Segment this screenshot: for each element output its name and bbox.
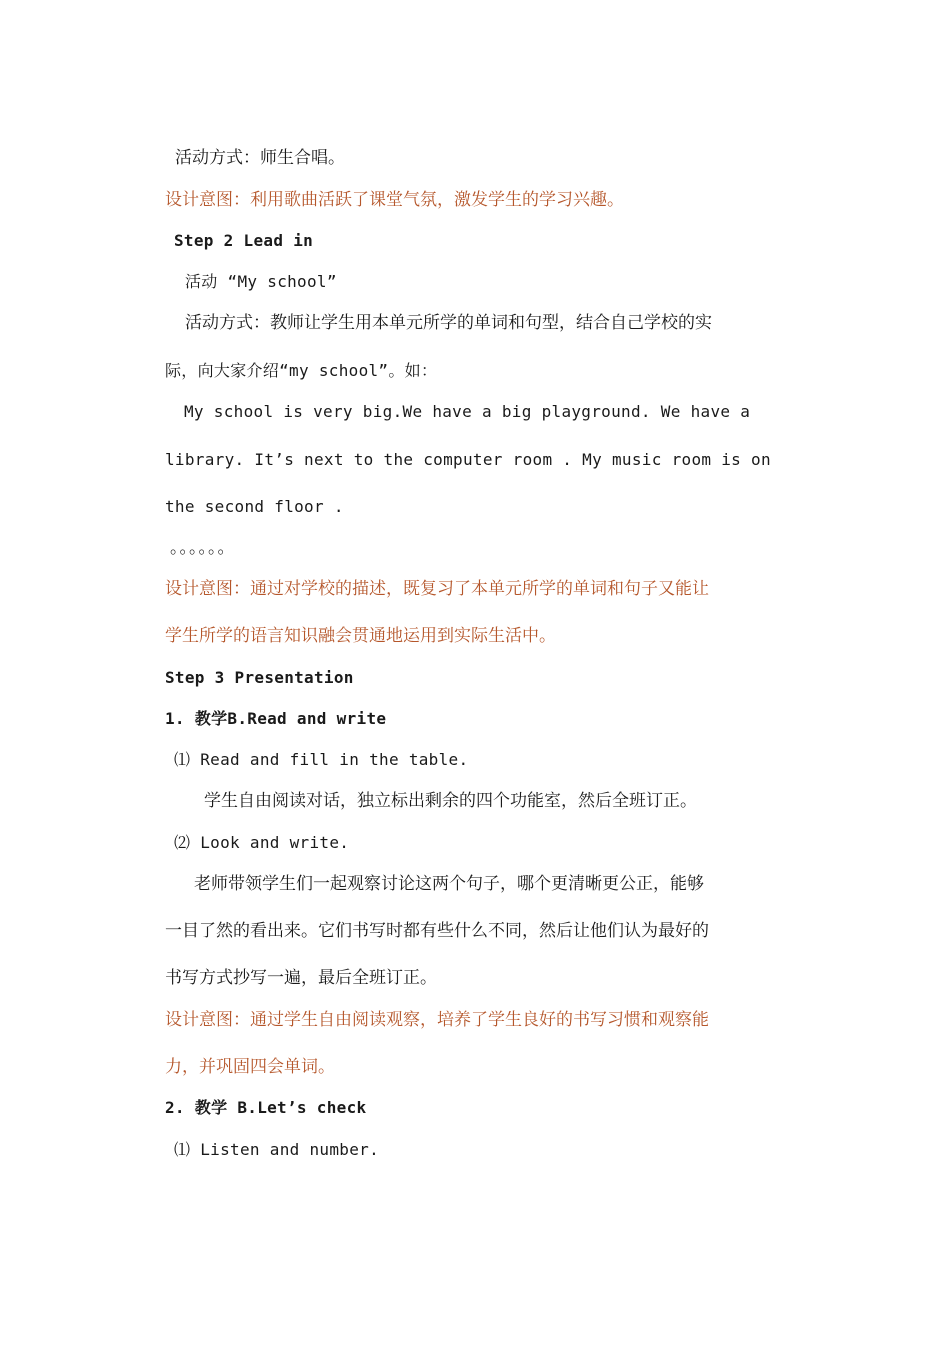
section-heading: 2. 教学 B.Let’s check bbox=[165, 1098, 367, 1117]
activity-method-line: 际，向大家介绍“my school”。如： bbox=[165, 361, 438, 380]
example-text-line: My school is very big.We have a big playground. We have a bbox=[184, 402, 751, 421]
design-intent-line: 设计意图：通过对学校的描述，既复习了本单元所学的单词和句子又能让 bbox=[165, 579, 709, 599]
activity-title-line: 活动 “My school” bbox=[185, 272, 337, 291]
body-text-line: 学生自由阅读对话，独立标出剩余的四个功能室，然后全班订正。 bbox=[204, 791, 697, 811]
sub-item-line: ⑵ Look and write. bbox=[174, 833, 350, 852]
sub-item-line: ⑴ Listen and number. bbox=[174, 1140, 380, 1159]
step-heading: Step 3 Presentation bbox=[165, 668, 354, 687]
body-text-line: 老师带领学生们一起观察讨论这两个句子，哪个更清晰更公正，能够 bbox=[194, 874, 704, 894]
design-intent-line: 设计意图：利用歌曲活跃了课堂气氛，激发学生的学习兴趣。 bbox=[165, 190, 624, 210]
example-text-line: the second floor . bbox=[165, 497, 344, 516]
design-intent-line: 力，并巩固四会单词。 bbox=[165, 1057, 335, 1077]
activity-method-line: 活动方式：师生合唱。 bbox=[175, 148, 345, 168]
body-text-line: 书写方式抄写一遍，最后全班订正。 bbox=[165, 968, 437, 988]
ellipsis-line: 。。。。。。 bbox=[170, 538, 236, 558]
activity-method-line: 活动方式：教师让学生用本单元所学的单词和句型，结合自己学校的实 bbox=[185, 313, 712, 333]
body-text-line: 一目了然的看出来。它们书写时都有些什么不同，然后让他们认为最好的 bbox=[165, 921, 709, 941]
design-intent-line: 设计意图：通过学生自由阅读观察，培养了学生良好的书写习惯和观察能 bbox=[165, 1010, 709, 1030]
section-heading: 1. 教学B.Read and write bbox=[165, 709, 387, 728]
example-text-line: library. It’s next to the computer room . My music room is on bbox=[165, 450, 771, 469]
step-heading: Step 2 Lead in bbox=[174, 231, 314, 250]
sub-item-line: ⑴ Read and fill in the table. bbox=[174, 750, 469, 769]
design-intent-line: 学生所学的语言知识融会贯通地运用到实际生活中。 bbox=[165, 626, 556, 646]
